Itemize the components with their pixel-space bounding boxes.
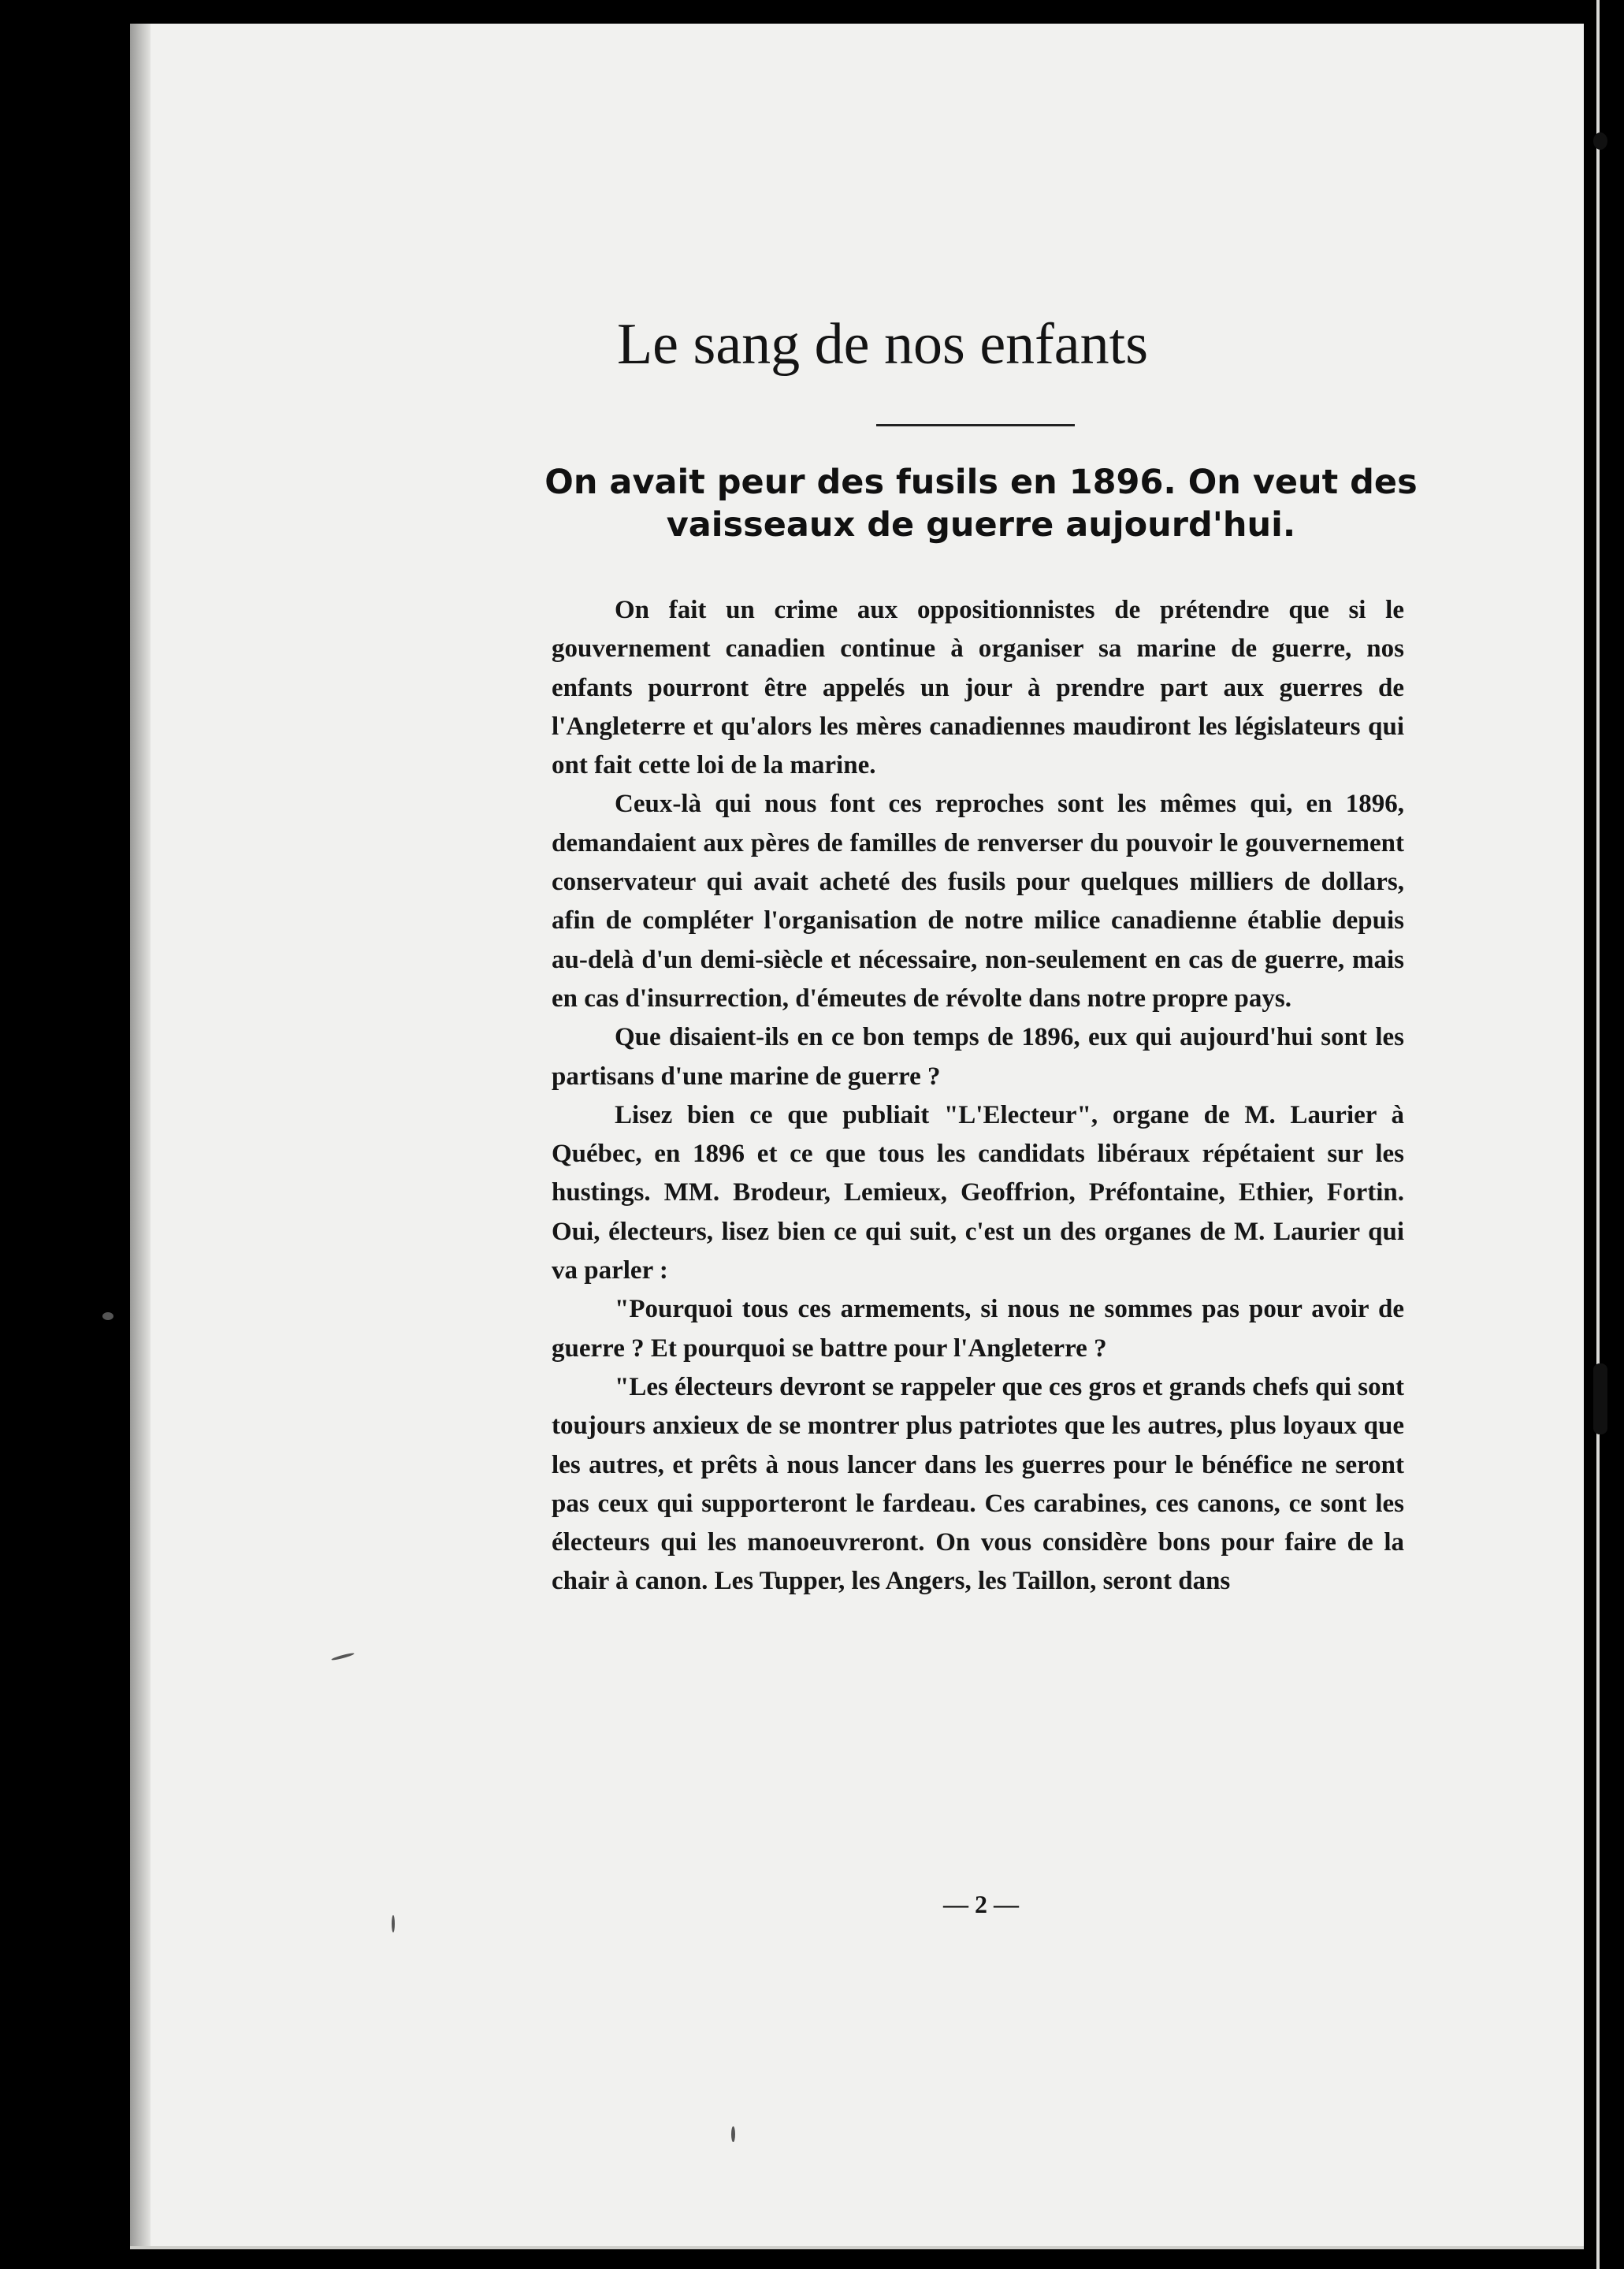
quote-paragraph: "Les électeurs devront se rappeler que ces gros et grands chefs qui sont toujours anxieux de se montrer plus patriotes que les autres, plus loyaux que les autres, et prêts à nous lancer dans les guerres pour le bénéfice ne seront pas ceux qui supporteront le fardeau. Ces carabines, ces canons, ce sont les électeurs qui les manoeuvreront. On vous considère bons pour faire de la chair à canon. Les Tupper, les Angers, les Taillon, seront dans (552, 1372, 1404, 1596)
scan-border-right (1584, 0, 1624, 2269)
subtitle-heading: On avait peur des fusils en 1896. On veut des vaisseaux de guerre aujourd'hui. (544, 463, 1418, 545)
scan-speck (392, 1915, 395, 1932)
page-number: — 2 — (943, 1890, 1019, 1918)
scan-speck (731, 2126, 735, 2142)
quote-paragraph: "Pourquoi tous ces armements, si nous ne sommes pas pour avoir de guerre ? Et pourquoi se battre pour l'Angleterre ? (552, 1295, 1404, 1363)
page-edge-line (1596, 0, 1600, 2269)
scan-speck (1593, 1363, 1607, 1434)
paragraph: Lisez bien ce que publiait "L'Electeur", organe de M. Laurier à Québec, en 1896 et ce que tous les candidats libéraux répétaient sur les hustings. MM. Brodeur, Lemieux, Geoffrion, Préfontaine, Ethier, Fortin. Oui, électeurs, lisez bien ce qui suit, c'est un des organes de M. Laurier qui va parler : (552, 1100, 1404, 1285)
scan-speck (102, 1312, 113, 1320)
paragraph: On fait un crime aux oppositionnistes de prétendre que si le gouvernement canadien continue à organiser sa marine de guerre, nos enfants pourront être appelés un jour à prendre part aux guerres de l'Angleterre et qu'alors les mères canadiennes maudiront les législateurs qui ont fait cette loi de la marine. (552, 596, 1404, 780)
title-divider (876, 424, 1075, 426)
scan-speck (1593, 132, 1607, 150)
article-body (552, 591, 1404, 1601)
page-binding-shadow (130, 24, 151, 2246)
page-title: Le sang de nos enfants (616, 312, 1149, 377)
paragraph: Ceux-là qui nous font ces reproches sont les mêmes qui, en 1896, demandaient aux pères de familles de renverser du pouvoir le gouvernement conservateur qui avait acheté des fusils pour quelques milliers de dollars, afin de compléter l'organisation de notre milice canadienne établie depuis au-delà d'un demi-siècle et nécessaire, non-seulement en cas de guerre, mais en cas d'insurrection, d'émeutes de révolte dans notre propre pays. (552, 790, 1404, 1013)
paragraph: Que disaient-ils en ce bon temps de 1896, eux qui aujourd'hui sont les partisans d'une marine de guerre ? (552, 1023, 1404, 1091)
